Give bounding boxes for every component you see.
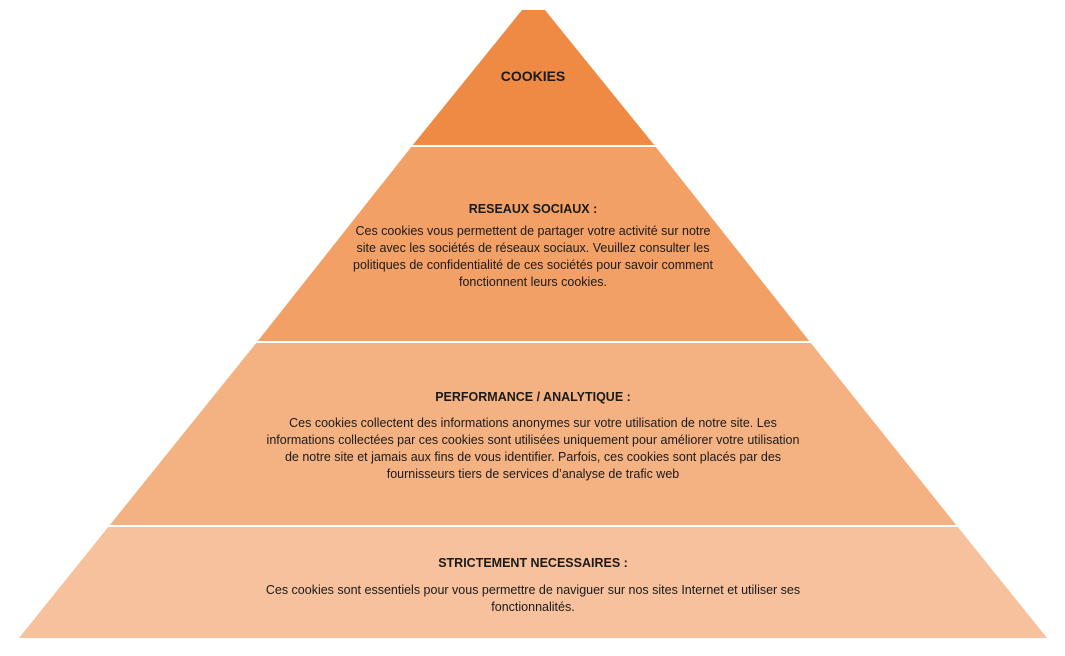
tier-reseaux-sociaux-text [350,201,716,291]
tier-performance-analytique-title: PERFORMANCE / ANALYTIQUE : [435,390,631,404]
tier-cookies-text [433,68,633,84]
tier-reseaux-sociaux-description: Ces cookies vous permettent de partager votre activité sur notre site avec les sociétés de réseaux sociaux. Veuillez consulter les politiques de confidentialité de ces sociétés pour savoir comment fonctionnent leurs cookies. [353,224,713,289]
tier-performance-analytique-text [258,389,808,483]
tier-strictement-necessaires-text [230,555,836,616]
tier-performance-analytique-description: Ces cookies collectent des informations anonymes sur votre utilisation de notre site. Les informations collectées par ces cookies sont utilisées uniquement pour améliorer votre utilisation de notre site et jamais aux fins de vous identifier. Parfois, ces cookies sont placés par des fournisseurs tiers de services d’analyse de trafic web [266,416,800,481]
tier-strictement-necessaires-description: Ces cookies sont essentiels pour vous permettre de naviguer sur nos sites Internet et utiliser ses fonctionnalités. [265,583,801,614]
tier-cookies-title: COOKIES [500,68,566,84]
tier-strictement-necessaires-title: STRICTEMENT NECESSAIRES : [438,556,628,570]
tier-reseaux-sociaux-title: RESEAUX SOCIAUX : [468,202,598,216]
